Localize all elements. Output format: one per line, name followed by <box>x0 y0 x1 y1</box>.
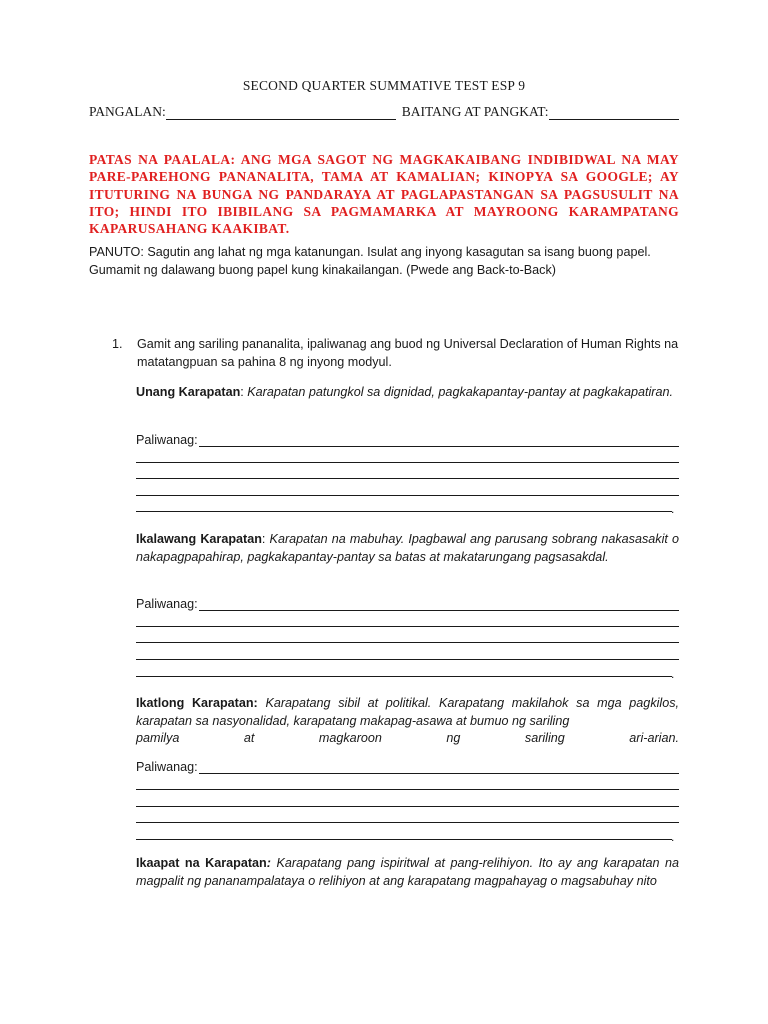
answer-line[interactable] <box>136 626 679 627</box>
line-end-mark: . <box>671 830 675 844</box>
line-end-mark: . <box>671 502 675 516</box>
answer-line[interactable] <box>136 676 672 677</box>
question-number: 1. <box>112 337 123 351</box>
answer-line[interactable] <box>136 806 679 807</box>
right-heading: Ikatlong Karapatan: <box>136 696 258 710</box>
right-4: Ikaapat na Karapatan: Karapatang pang ispiritwal at pang-relihiyon. Ito ay ang karapatan na magpalit ng pananampalataya o relihiyon at ang karapatang magpahayag o magsabuhay nito <box>136 856 679 888</box>
right-description: Karapatan na mabuhay. Ipagbawal ang parusang sobrang nakasasakit o nakapagpapahirap, pagkakapantay-pantay sa batas at makatarungang pagsasakdal. <box>136 532 679 564</box>
answer-field-3[interactable] <box>136 760 679 774</box>
right-1: Unang Karapatan: Karapatan patungkol sa dignidad, pagkakapantay-pantay at pagkakapatiran. <box>136 385 673 399</box>
paliwanag-label: Paliwanag: <box>136 433 198 447</box>
answer-field-2[interactable] <box>136 597 679 611</box>
right-heading: Unang Karapatan <box>136 385 241 399</box>
grade-label: BAITANG AT PANGKAT: <box>401 104 549 119</box>
name-blank[interactable] <box>166 107 396 120</box>
test-title: SECOND QUARTER SUMMATIVE TEST ESP 9 <box>242 78 526 93</box>
question-text: Gamit ang sariling pananalita, ipaliwanag ang buod ng Universal Declaration of Human Rights na matatangpuan sa pahina 8 ng inyong modyul. <box>137 337 679 369</box>
paliwanag-label: Paliwanag: <box>136 760 198 774</box>
name-label: PANGALAN: <box>89 104 166 119</box>
right-heading: Ikaapat na Karapatan <box>136 856 267 870</box>
answer-line[interactable] <box>136 822 679 823</box>
grade-blank[interactable] <box>549 107 679 120</box>
answer-line[interactable] <box>136 642 679 643</box>
right-description: Karapatang sibil at politikal. Karapatang makilahok sa mga pagkilos, karapatan sa nasyonalidad, karapatang makapag-asawa at bumuo ng sariling <box>136 696 680 728</box>
answer-field-1[interactable] <box>136 433 679 447</box>
line-end-mark: . <box>671 667 675 681</box>
instructions: PANUTO: Sagutin ang lahat ng mga katanungan. Isulat ang inyong kasagutan sa isang buong papel. Gumamit ng dalawang buong papel kung kinakailangan. (Pwede ang Back-to-Back) <box>89 245 651 277</box>
paliwanag-label: Paliwanag: <box>136 597 198 611</box>
warning-notice: PATAS NA PAALALA: ANG MGA SAGOT NG MAGKAKAIBANG INDIBIDWAL NA MAY PARE-PAREHONG PANANALITA, TAMA AT KAMALIAN; KINOPYA SA GOOGLE; AY ITUTURING NA BUNGA NG PANDARAYA AT PAGLAPASTANGAN SA PAGSUSULIT NA ITO; HINDI ITO IBIBILANG SA PAGMAMARKA AT MAYROONG KARAMPATANG KAPARUSAHANG KAAKIBAT. <box>89 152 679 237</box>
right-2: Ikalawang Karapatan: Karapatan na mabuhay. Ipagbawal ang parusang sobrang nakasasakit o nakapagpapahirap, pagkakapantay-pantay sa batas at makatarungang pagsasakdal. <box>136 532 679 564</box>
student-info-row <box>89 104 679 120</box>
answer-line[interactable] <box>136 659 679 660</box>
right-description: Karapatan patungkol sa dignidad, pagkakapantay-pantay at pagkakapatiran. <box>247 385 673 399</box>
right-description: Karapatang pang ispiritwal at pang-relihiyon. Ito ay ang karapatan na magpalit ng pananampalataya o relihiyon at ang karapatang magpahayag o magsabuhay nito <box>136 856 679 888</box>
answer-line[interactable] <box>136 478 679 479</box>
right-3 <box>136 695 679 748</box>
answer-line[interactable] <box>136 462 679 463</box>
right-heading: Ikalawang Karapatan <box>136 532 262 546</box>
answer-line[interactable] <box>136 839 672 840</box>
answer-line[interactable] <box>136 789 679 790</box>
answer-line[interactable] <box>136 495 679 496</box>
answer-line[interactable] <box>136 511 672 512</box>
right-description-last-line: pamilya at magkaroon ng sariling ari-arian. <box>136 731 679 745</box>
